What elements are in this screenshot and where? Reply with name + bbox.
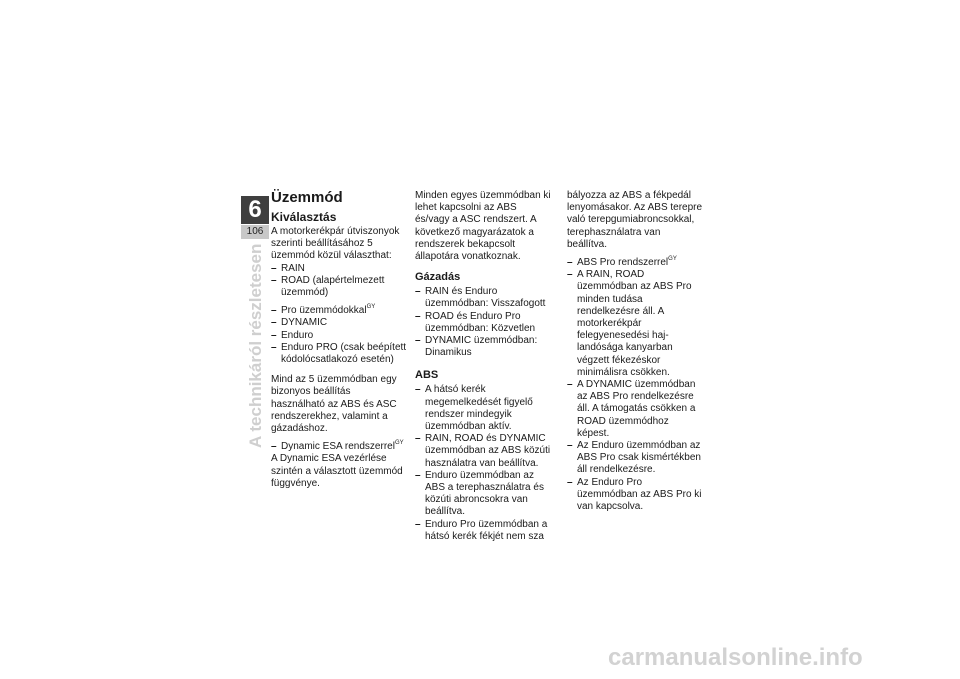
intro-text: A motorkerékpár útviszonyok szerinti beállításához 5 üzemmód közül választhat: xyxy=(271,226,400,262)
chapter-title: A technikáról részletesen xyxy=(246,243,265,448)
list-item: – Enduro PRO (csak beépített kódolócsatlakozó esetén) xyxy=(271,342,407,366)
watermark: carmanualsonline.info xyxy=(608,644,863,671)
column-2 xyxy=(415,190,551,543)
list-item: – Enduro üzemmódban az ABS a terephasználatra és közúti abroncsokra van beállítva. xyxy=(415,470,551,519)
list-item: – A hátsó kerék megemelkedését figyelő rendszer mindegyik üzemmódban aktív. xyxy=(415,384,551,433)
list-item: – Enduro Pro üzemmódban a hátsó kerék fékjét nem sza xyxy=(415,519,551,543)
chapter-number: 6 xyxy=(241,196,269,224)
abs-pro-label-text: ABS Pro rendszerrel xyxy=(577,257,669,269)
section-subtitle: Kiválasztás xyxy=(271,210,337,224)
esa-list xyxy=(271,441,407,453)
list-item: – Az Enduro üzemmódban az ABS Pro csak kismértékben áll rendelkezésre. xyxy=(567,440,703,477)
list-item: – A DYNAMIC üzemmódban az ABS Pro rendelkezésre áll. A támogatás csökken a ROAD üzemmódhoz képest. xyxy=(567,379,703,440)
list-item: – ROAD (alapértelmezett üzemmód) xyxy=(271,275,407,299)
abs-pro-label xyxy=(567,257,703,269)
esa-text: A Dynamic ESA vezérlése szintén a választott üzemmód függvénye. xyxy=(271,453,403,489)
abs-list xyxy=(415,384,551,543)
gas-heading: Gázadás xyxy=(415,271,461,284)
list-item: – DYNAMIC xyxy=(271,317,407,329)
list-item: – A RAIN, ROAD üzemmódban az ABS Pro minden tudása rendelkezésre áll. A motorkerékpár felegyenesedési hajlandósága kanyarban végzett fékezéskor minimálisra csökken. xyxy=(567,269,703,379)
pro-label-text: Pro üzemmódokkal xyxy=(281,305,367,317)
settings-text: Mind az 5 üzemmódban egy bizonyos beállítás használható az ABS és ASC rendszerekhez, valamint a gázadáshoz. xyxy=(271,374,397,435)
abs-heading: ABS xyxy=(415,369,439,382)
list-item: – Az Enduro Pro üzemmódban az ABS Pro ki van kapcsolva. xyxy=(567,477,703,514)
pro-mode-list xyxy=(271,305,407,366)
column-3 xyxy=(567,190,703,513)
intro-text: Minden egyes üzemmódban ki lehet kapcsolni az ABS és/vagy a ASC rendszert. A következő magyarázatok a rendszerek bekapcsolt állapotára vonatkoznak. xyxy=(415,190,551,263)
option-mark: GY xyxy=(394,440,404,447)
list-item: – ROAD és Enduro Pro üzemmódban: Közvetlen xyxy=(415,311,551,335)
mode-list xyxy=(271,263,407,300)
option-mark: GY xyxy=(668,256,677,263)
abs-pro-list xyxy=(567,257,703,513)
list-item: – RAIN xyxy=(271,263,407,275)
section-title: Üzemmód xyxy=(271,189,343,206)
pro-label xyxy=(271,305,407,317)
list-item: – RAIN, ROAD és DYNAMIC üzemmódban az ABS közúti használatra van beállítva. xyxy=(415,433,551,470)
column-1 xyxy=(271,190,407,490)
list-item: – RAIN és Enduro üzemmódban: Visszafogott xyxy=(415,286,551,310)
esa-label-text: Dynamic ESA rendszerrel xyxy=(281,441,395,453)
esa-label xyxy=(271,441,407,453)
list-item: – DYNAMIC üzemmódban: Dinamikus xyxy=(415,335,551,359)
continuation-text: bályozza az ABS a fékpedál lenyomásakor. Az ABS terepre való terepgumiabroncsokkal, terephasználatra van beállítva. xyxy=(567,190,703,250)
option-mark: GY xyxy=(366,304,376,311)
gas-list xyxy=(415,286,551,359)
page-number: 106 xyxy=(241,225,269,239)
list-item: – Enduro xyxy=(271,330,407,342)
